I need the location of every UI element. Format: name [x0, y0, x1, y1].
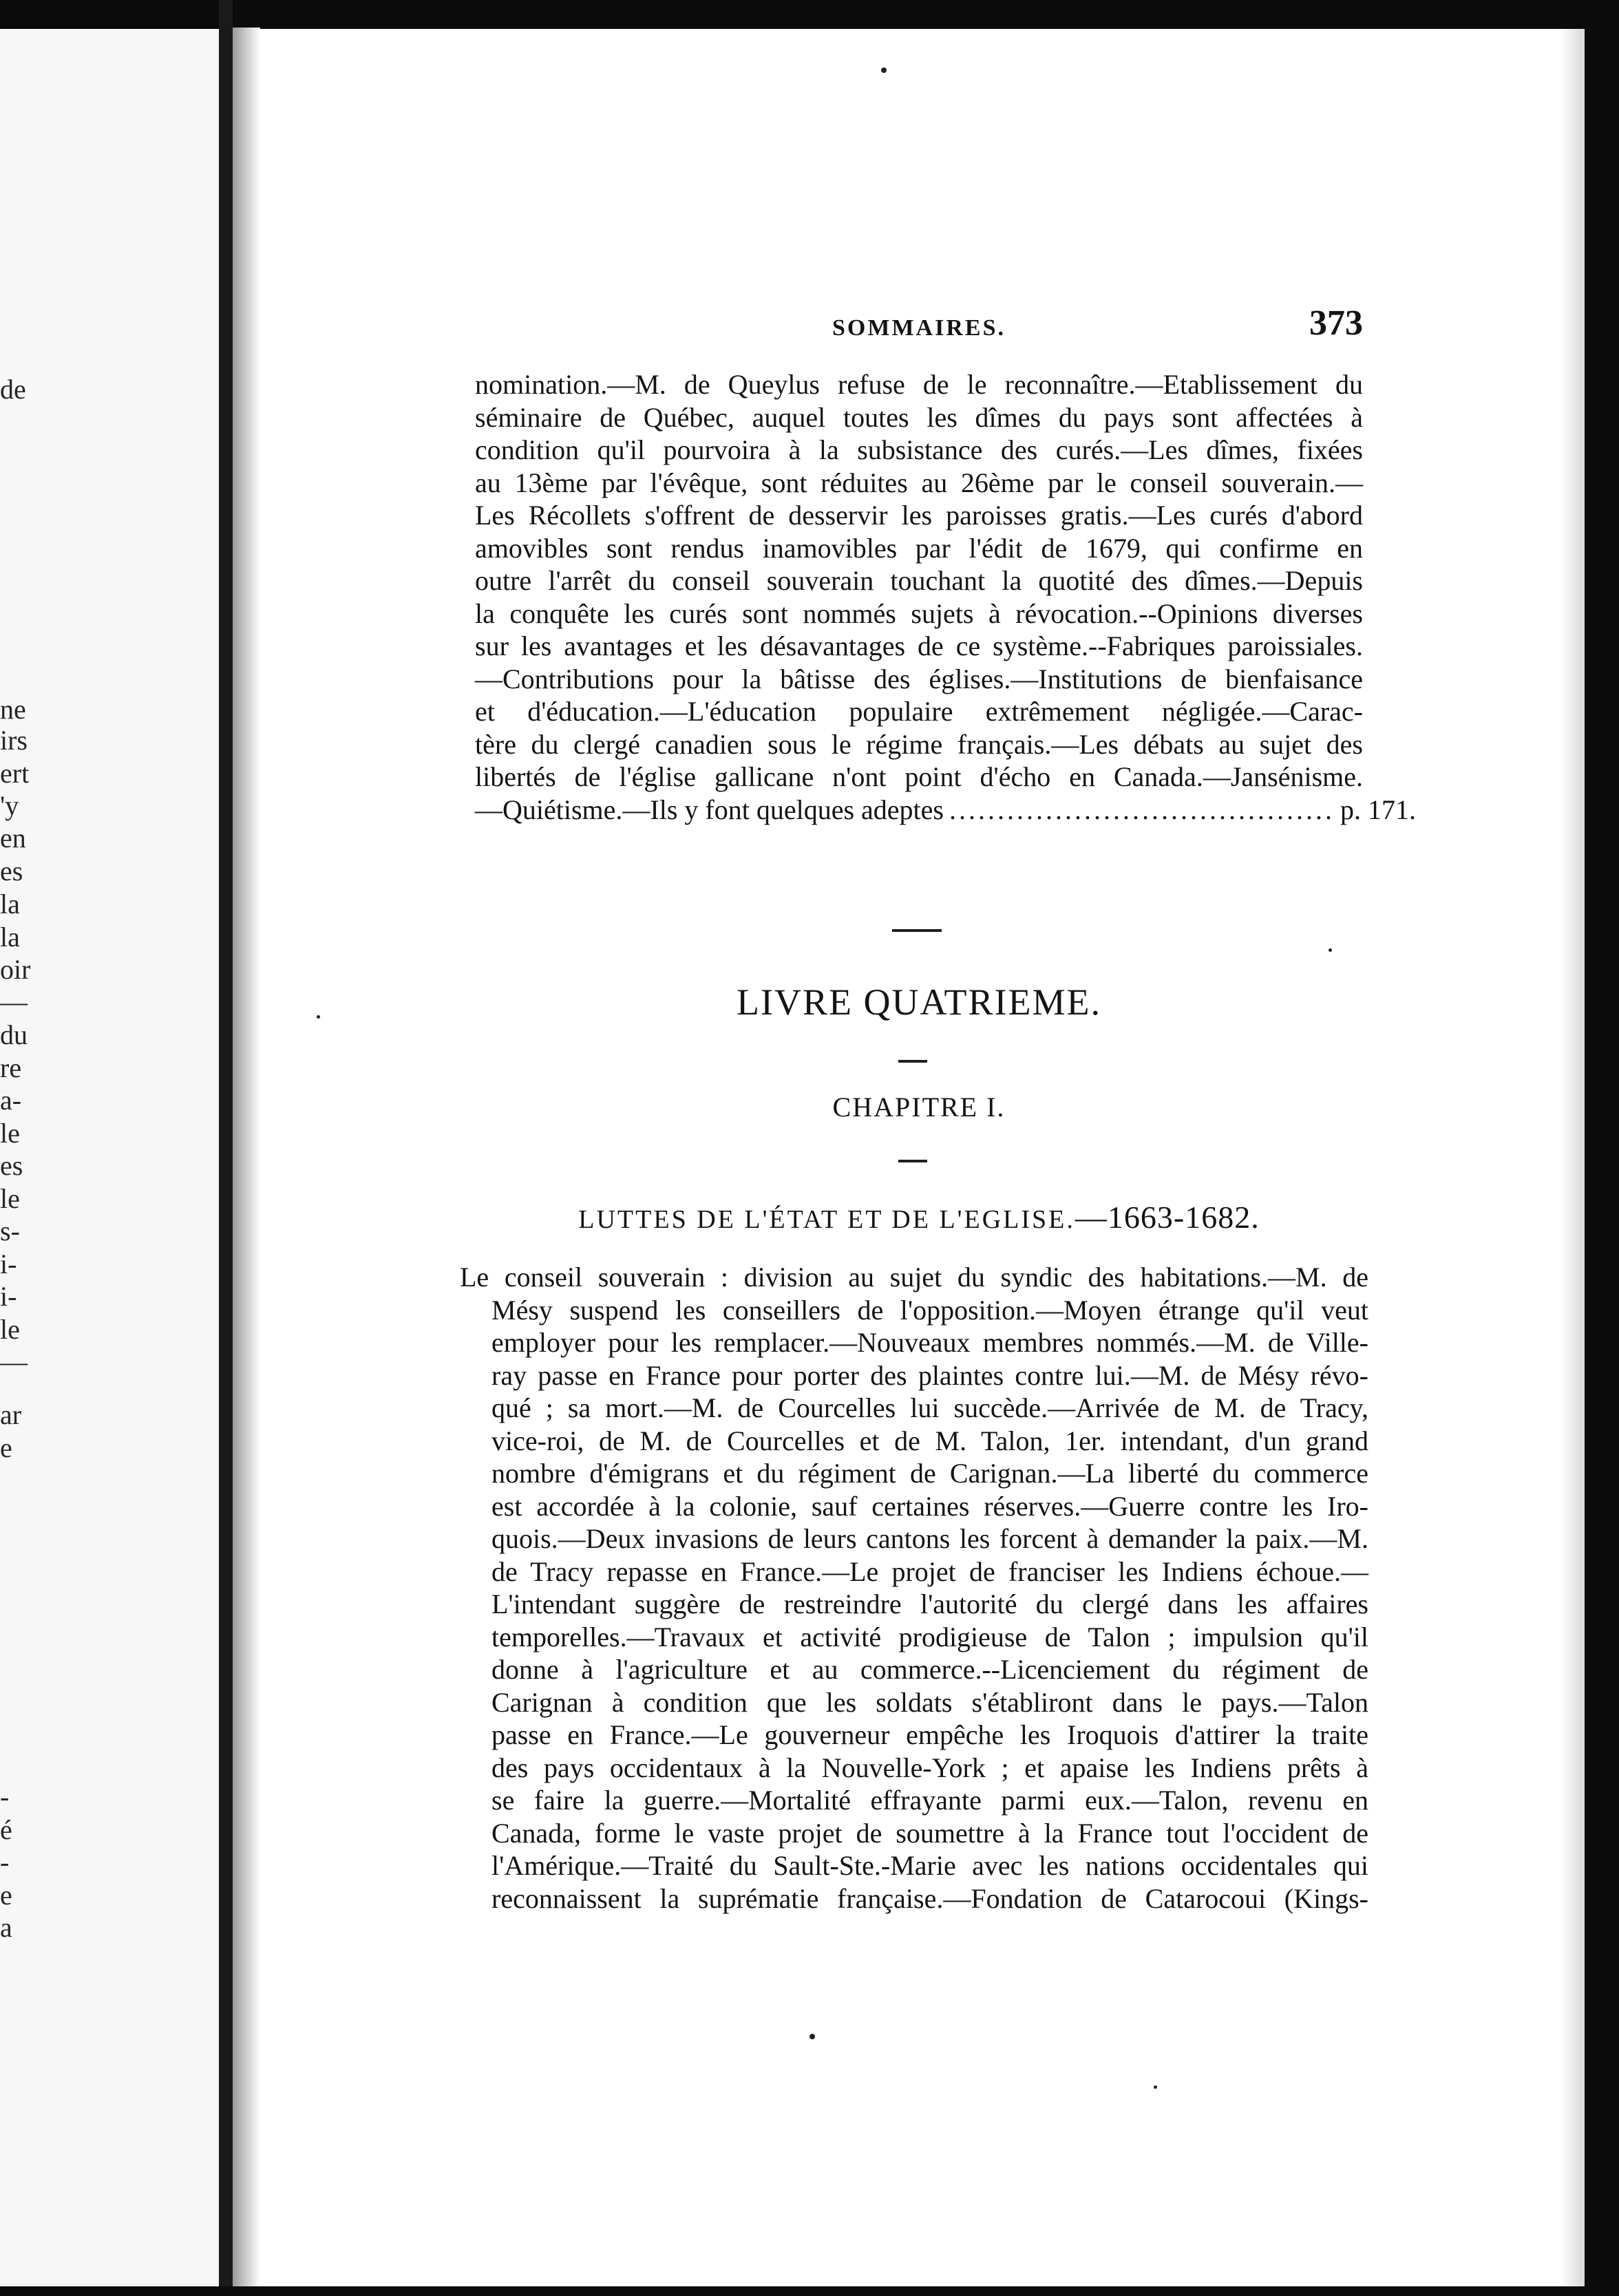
- text-line: Mésy suspend les conseillers de l'opposition.—Moyen étrange qu'il veut: [491, 1294, 1368, 1326]
- text-line: la conquête les curés sont nommés sujets à révocation.--Opinions diverses: [475, 597, 1363, 629]
- facing-fragment: i-: [0, 1281, 17, 1312]
- text-line: séminaire de Québec, auquel toutes les dîmes du pays sont affectées à: [475, 401, 1363, 433]
- gutter-shadow: [233, 28, 260, 2292]
- facing-fragment: ne: [0, 694, 26, 725]
- section-rule: [892, 929, 942, 932]
- text-line: l'Amérique.—Traité du Sault-Ste.-Marie avec les nations occidentales qui: [491, 1850, 1368, 1881]
- text-line: qué ; sa mort.—M. de Courcelles lui succède.—Arrivée de M. de Tracy,: [491, 1392, 1368, 1423]
- facing-fragment: du: [0, 1019, 28, 1050]
- facing-fragment: —: [0, 986, 28, 1017]
- facing-fragment: ar: [0, 1399, 22, 1430]
- text-line: amovibles sont rendus inamovibles par l'édit de 1679, qui confirme en: [475, 532, 1363, 564]
- text-line: Les Récollets s'offrent de desservir les paroisses gratis.—Les curés d'abord: [475, 500, 1363, 531]
- facing-page: [0, 29, 219, 2286]
- facing-fragment: le: [0, 1314, 20, 1345]
- page-edge-shadow: [1560, 29, 1585, 2286]
- dot-leader: ........................................: [949, 794, 1335, 825]
- text-line: employer pour les remplacer.—Nouveaux membres nommés.—M. de Ville-: [491, 1327, 1368, 1358]
- text-line: des pays occidentaux à la Nouvelle-York ; et apaise les Indiens prêts à: [491, 1752, 1368, 1783]
- text-line: Le conseil souverain : division au sujet du syndic des habitations.—M. de: [460, 1262, 1368, 1293]
- facing-fragment: de: [0, 374, 26, 405]
- facing-fragment: la: [0, 889, 20, 920]
- text-line: passe en France.—Le gouverneur empêche les Iroquois d'attirer la traite: [491, 1719, 1368, 1750]
- text-line: se faire la guerre.—Mortalité effrayante parmi eux.—Talon, revenu en: [491, 1785, 1368, 1816]
- text-line: Canada, forme le vaste projet de soumettre à la France tout l'occident de: [491, 1817, 1368, 1849]
- facing-fragment: en: [0, 822, 26, 853]
- chapter-number: CHAPITRE I.: [832, 1092, 1006, 1123]
- text-line: —Contributions pour la bâtisse des églises.—Institutions de bienfaisance: [475, 663, 1363, 694]
- text-line: condition qu'il pourvoira à la subsistance des curés.—Les dîmes, fixées: [475, 434, 1363, 465]
- facing-fragment: e: [0, 1432, 12, 1463]
- text-line: ray passe en France pour porter des plaintes contre lui.—M. de Mésy révo-: [491, 1359, 1368, 1391]
- facing-fragment: e: [0, 1880, 12, 1911]
- text-line: donne à l'agriculture et au commerce.--Licenciement du régiment de: [491, 1654, 1368, 1685]
- facing-fragment: é: [0, 1814, 12, 1845]
- section-rule: [898, 1060, 927, 1063]
- text-line: de Tracy repasse en France.—Le projet de franciser les Indiens échoue.—: [491, 1555, 1368, 1587]
- page-reference: p. 171.: [1340, 794, 1416, 825]
- facing-fragment: re: [0, 1052, 22, 1083]
- chapter-heading-text: LUTTES DE L'ÉTAT ET DE L'EGLISE.: [578, 1205, 1075, 1234]
- text-line: est accordée à la colonie, sauf certaines réserves.—Guerre contre les Iro-: [491, 1490, 1368, 1522]
- text-line: sur les avantages et les désavantages de ce système.--Fabriques paroissiales.: [475, 630, 1363, 661]
- scan-speck: [810, 2034, 815, 2039]
- text-line: L'intendant suggère de restreindre l'autorité du clergé dans les affaires: [491, 1588, 1368, 1619]
- text-line: outre l'arrêt du conseil souverain touchant la quotité des dîmes.—Depuis: [475, 565, 1363, 596]
- facing-fragment: ert: [0, 758, 30, 789]
- facing-fragment: le: [0, 1183, 20, 1214]
- page-number: 373: [1309, 304, 1363, 343]
- scan-speck: [317, 1015, 320, 1019]
- facing-fragment: oir: [0, 954, 31, 985]
- facing-fragment: s-: [0, 1215, 20, 1246]
- text-line: libertés de l'église gallicane n'ont point d'écho en Canada.—Jansénisme.: [475, 761, 1363, 792]
- text-line: vice-roi, de M. de Courcelles et de M. Talon, 1er. intendant, d'un grand: [491, 1425, 1368, 1456]
- summary-last-line: [475, 794, 1416, 827]
- scan-border-right: [1585, 0, 1619, 2296]
- text-line: tère du clergé canadien sous le régime français.—Les débats au sujet des: [475, 728, 1363, 760]
- text-line: reconnaissent la suprématie française.—Fondation de Catarocoui (Kings-: [491, 1882, 1368, 1914]
- chapter-heading: [475, 1199, 1363, 1235]
- facing-fragment: -: [0, 1847, 10, 1878]
- text-line: au 13ème par l'évêque, sont réduites au 26ème par le conseil souverain.—: [475, 467, 1363, 498]
- facing-fragment: 'y: [0, 790, 19, 821]
- text-line: temporelles.—Travaux et activité prodigieuse de Talon ; impulsion qu'il: [491, 1621, 1368, 1652]
- facing-fragment: le: [0, 1118, 20, 1149]
- text-line: quois.—Deux invasions de leurs cantons les forcent à demander la paix.—M.: [491, 1523, 1368, 1554]
- facing-fragment: irs: [0, 725, 28, 756]
- facing-fragment: a-: [0, 1085, 22, 1116]
- scan-speck: [1329, 948, 1332, 952]
- facing-fragment: la: [0, 922, 20, 953]
- running-title: SOMMAIRES.: [832, 315, 1006, 341]
- text-line: Carignan à condition que les soldats s'établiront dans le pays.—Talon: [491, 1686, 1368, 1718]
- facing-fragment: —: [0, 1346, 28, 1377]
- text-line: et d'éducation.—L'éducation populaire extrêmement négligée.—Carac-: [475, 696, 1363, 727]
- chapter-summary: [460, 1261, 1368, 1915]
- running-head: [475, 296, 1363, 351]
- chapter-heading-dates: —1663-1682.: [1075, 1200, 1260, 1235]
- text-line: nombre d'émigrans et du régiment de Carignan.—La liberté du commerce: [491, 1458, 1368, 1489]
- book-spine: [219, 0, 233, 2296]
- text-line: nomination.—M. de Queylus refuse de le reconnaître.—Etablissement du: [475, 369, 1363, 400]
- facing-fragment: i-: [0, 1248, 17, 1279]
- summary-paragraph: [475, 368, 1416, 826]
- facing-fragment: es: [0, 1150, 23, 1181]
- section-rule: [898, 1160, 927, 1162]
- text-line: —Quiétisme.—Ils y font quelques adeptes: [475, 794, 944, 825]
- facing-fragment: -: [0, 1781, 10, 1812]
- scan-border-bottom: [0, 2286, 1619, 2296]
- scan-speck: [881, 67, 887, 73]
- scan-border-top: [0, 0, 1619, 29]
- scan-speck: [1154, 2085, 1157, 2089]
- book-title: LIVRE QUATRIEME.: [737, 981, 1101, 1023]
- facing-fragment: a: [0, 1912, 12, 1943]
- facing-fragment: es: [0, 855, 23, 886]
